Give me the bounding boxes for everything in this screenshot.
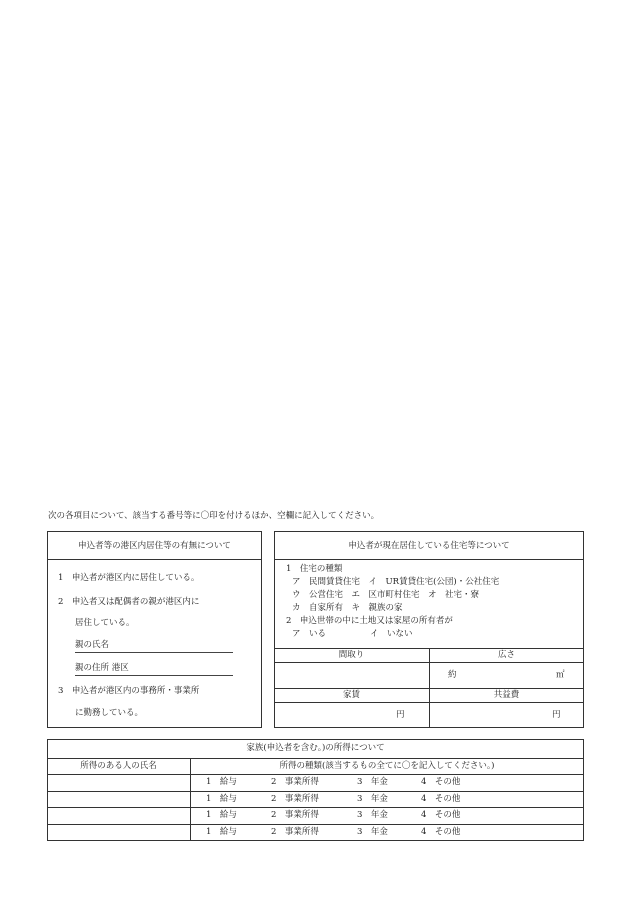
income-title: 家族(申込者を含む。)の所得について [246, 743, 385, 753]
income-option-business[interactable]: 2 事業所得 [271, 810, 319, 820]
income-name-field[interactable] [48, 808, 189, 823]
common-fee-yen: 円 [552, 710, 561, 720]
land-owner-yes[interactable]: ア いる [292, 629, 327, 639]
housing-title: 申込者が現在居住している住宅等について [348, 541, 510, 551]
parent-name-label: 親の氏名 [75, 640, 110, 650]
income-option-salary[interactable]: 1 給与 [206, 810, 237, 820]
housing-type-row-1[interactable]: ア 民間賃貸住宅 イ UR賃貸住宅(公団)・公社住宅 [292, 577, 500, 587]
common-fee-label: 共益費 [493, 690, 520, 700]
layout-label: 間取り [338, 650, 365, 660]
land-owner-heading: 2 申込世帯の中に土地又は家屋の所有者が [286, 616, 453, 626]
income-option-salary[interactable]: 1 給与 [206, 794, 237, 804]
income-option-pension[interactable]: 3 年金 [357, 777, 388, 787]
parent-address-label: 親の住所 港区 [75, 663, 129, 673]
income-type-header: 所得の種類(該当するもの全てに〇を記入してください。) [279, 761, 495, 771]
income-grid-line [47, 758, 584, 759]
income-option-pension[interactable]: 3 年金 [357, 827, 388, 837]
income-name-field[interactable] [48, 775, 189, 790]
rent-field[interactable] [275, 703, 428, 727]
income-option-business[interactable]: 2 事業所得 [271, 777, 319, 787]
income-option-business[interactable]: 2 事業所得 [271, 827, 319, 837]
layout-field[interactable] [275, 663, 428, 687]
instruction-text: 次の各項目について、該当する番号等に〇印を付けるほか、空欄に記入してください。 [48, 511, 380, 521]
residence-title-divider [47, 559, 262, 560]
income-option-pension[interactable]: 3 年金 [357, 810, 388, 820]
income-option-salary[interactable]: 1 給与 [206, 777, 237, 787]
income-option-other[interactable]: 4 その他 [421, 810, 461, 820]
income-option-other[interactable]: 4 その他 [421, 794, 461, 804]
residence-item-3[interactable]: 3 申込者が港区内の事務所・事業所 [58, 686, 200, 696]
parent-name-field[interactable] [75, 652, 233, 653]
income-name-header: 所得のある人の氏名 [80, 761, 157, 771]
income-option-other[interactable]: 4 その他 [421, 827, 461, 837]
area-label: 広さ [497, 650, 515, 660]
income-option-salary[interactable]: 1 給与 [206, 827, 237, 837]
income-name-field[interactable] [48, 792, 189, 806]
residence-item-3-cont: に勤務している。 [75, 708, 144, 718]
residence-section [47, 531, 262, 728]
area-unit: ㎡ [556, 670, 565, 680]
housing-type-row-3[interactable]: カ 自家所有 キ 親族の家 [292, 603, 403, 613]
rent-label: 家賃 [342, 690, 360, 700]
residence-title: 申込者等の港区内居住等の有無について [78, 541, 231, 551]
housing-title-divider [274, 559, 584, 560]
residence-item-2[interactable]: 2 申込者又は配偶者の親が港区内に [58, 597, 200, 607]
housing-type-row-2[interactable]: ウ 公営住宅 エ 区市町村住宅 オ 社宅・寮 [292, 590, 480, 600]
land-owner-no[interactable]: イ いない [370, 629, 413, 639]
income-option-business[interactable]: 2 事業所得 [271, 794, 319, 804]
income-name-field[interactable] [48, 825, 189, 840]
residence-item-1[interactable]: 1 申込者が港区内に居住している。 [58, 573, 200, 583]
income-option-pension[interactable]: 3 年金 [357, 794, 388, 804]
area-prefix: 約 [448, 670, 457, 680]
residence-item-2-cont: 居住している。 [75, 618, 135, 628]
housing-type-heading: 1 住宅の種類 [286, 564, 343, 574]
income-option-other[interactable]: 4 その他 [421, 777, 461, 787]
parent-address-field[interactable] [75, 675, 233, 676]
rent-yen: 円 [396, 710, 405, 720]
